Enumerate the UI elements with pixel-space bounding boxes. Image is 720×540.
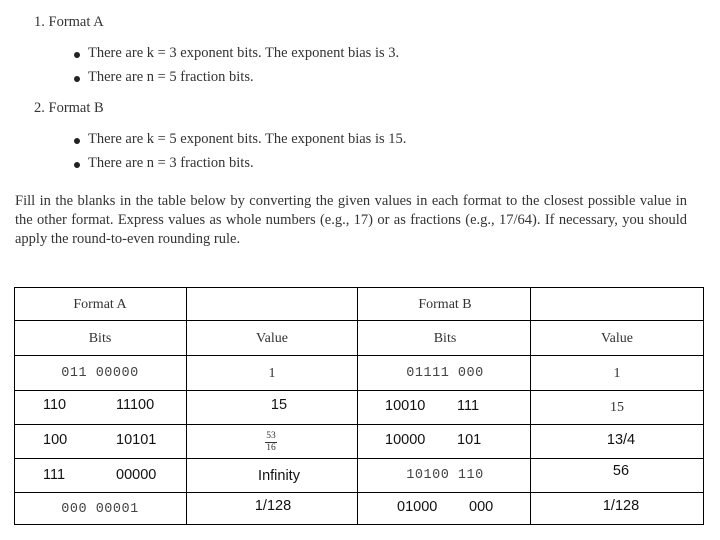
format-a-heading: 1. Format A: [34, 14, 104, 30]
fraction-numerator: 53: [266, 431, 276, 441]
row5-b-value: 1/128: [602, 498, 640, 514]
row2-b-value: 15: [610, 400, 624, 415]
format-a-bullet-2: There are n = 5 fraction bits.: [88, 69, 254, 85]
row3-a-exp: 100: [43, 432, 68, 448]
bullet-icon: [74, 52, 80, 58]
row2-a-frac: 11100: [116, 397, 155, 413]
format-b-bullet-1: There are k = 5 exponent bits. The exponent bias is 15.: [88, 131, 407, 147]
bullet-icon: [74, 76, 80, 82]
row4-b-bits: 10100 110: [406, 468, 484, 483]
row5-b-exp: 01000: [397, 499, 438, 515]
group-header-format-a: Format A: [73, 297, 127, 312]
row2-b-exp: 10010: [385, 398, 426, 414]
row2-a-exp: 110: [43, 397, 67, 413]
row5-b-frac: 000: [469, 499, 494, 515]
row3-b-value: 13/4: [606, 432, 636, 448]
format-a-bullet-1: There are k = 3 exponent bits. The exponent bias is 3.: [88, 45, 400, 61]
col-header-b-value: Value: [601, 331, 633, 346]
col-header-b-bits: Bits: [433, 331, 457, 346]
row1-a-bits: 011 00000: [61, 366, 139, 381]
row4-a-value: Infinity: [258, 468, 300, 484]
row5-a-bits: 000 00001: [61, 502, 139, 517]
format-b-bullet-2: There are n = 3 fraction bits.: [88, 155, 254, 171]
row1-a-value: 1: [268, 366, 276, 381]
group-header-format-b: Format B: [418, 297, 472, 312]
row1-b-bits: 01111 000: [406, 366, 484, 381]
row3-a-frac: 10101: [116, 432, 157, 448]
fraction-denominator: 16: [266, 443, 276, 453]
row3-a-value-fraction: [265, 432, 277, 453]
row3-b-exp: 10000: [385, 432, 426, 448]
row2-b-frac: 111: [457, 398, 480, 414]
row1-b-value: 1: [613, 366, 621, 381]
col-header-a-value: Value: [256, 331, 288, 346]
row4-a-exp: 111: [43, 467, 66, 483]
col-header-a-bits: Bits: [88, 331, 112, 346]
instructions-paragraph: Fill in the blanks in the table below by converting the given values in each format to the closest possible value in the other format. Express values as whole numbers (e.g., 17) or as fractions (e.g., 17/64). If necessary, you should apply the round-to-even rounding rule.: [15, 193, 687, 247]
row5-a-value: 1/128: [254, 498, 292, 514]
row4-b-value: 56: [612, 463, 630, 479]
row2-a-value: 15: [270, 397, 288, 413]
format-b-heading: 2. Format B: [34, 100, 104, 116]
bullet-icon: [74, 162, 80, 168]
row3-b-frac: 101: [457, 432, 482, 448]
bullet-icon: [74, 138, 80, 144]
row4-a-frac: 00000: [116, 467, 157, 483]
